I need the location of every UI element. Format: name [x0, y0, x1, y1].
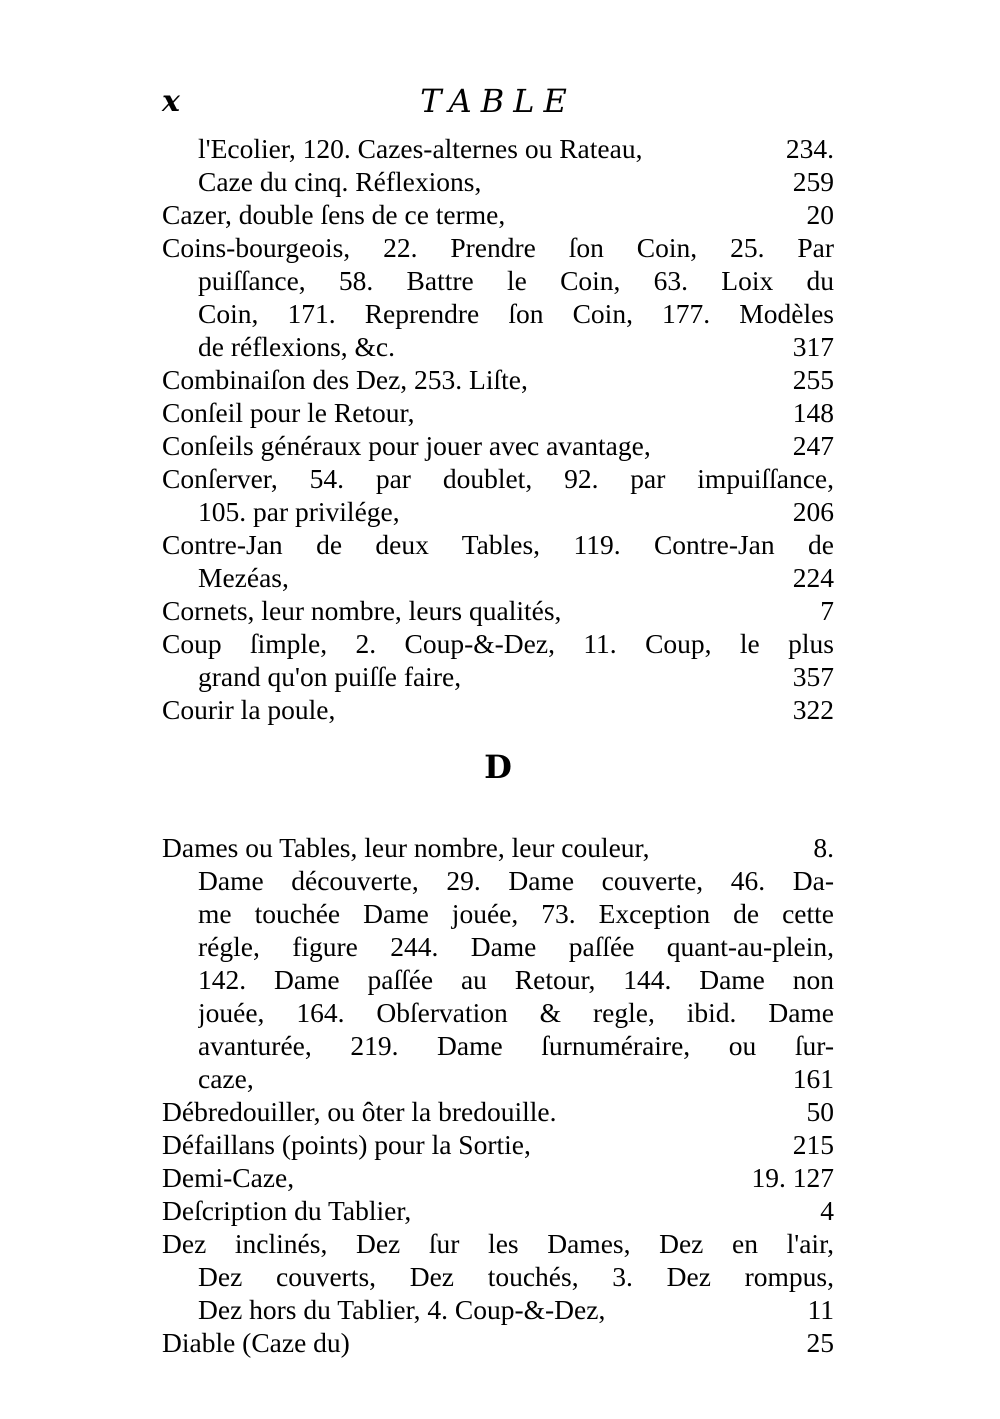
index-line: [162, 1227, 834, 1260]
index-page-ref: 20: [806, 199, 834, 230]
index-line: [162, 1062, 834, 1095]
index-line: [162, 897, 834, 930]
index-page-ref: 357: [792, 661, 834, 692]
index-page-ref: 4: [820, 1195, 834, 1226]
index-page-ref: 7: [820, 595, 834, 626]
index-line-text: Dame découverte, 29. Dame couverte, 46. Da-: [198, 865, 834, 896]
index-line-text: grand qu'on puiſſe faire,: [198, 661, 462, 692]
index-line-text: Conſeils généraux pour jouer avec avantage,: [162, 430, 651, 461]
index-line: [162, 693, 834, 726]
index-line-text: Dez inclinés, Dez ſur les Dames, Dez en l'air,: [162, 1228, 834, 1259]
index-line: [162, 165, 834, 198]
index-line-text: Diable (Caze du): [162, 1327, 350, 1358]
index-line-text: Dez couverts, Dez touchés, 3. Dez rompus,: [198, 1261, 834, 1292]
page-header: [162, 62, 834, 132]
index-line-text: Cornets, leur nombre, leurs qualités,: [162, 595, 562, 626]
index-line-text: Défaillans (points) pour la Sortie,: [162, 1129, 531, 1160]
index-line: [162, 1029, 834, 1062]
index-line-text: me touchée Dame jouée, 73. Exception de cette: [198, 898, 834, 929]
index-page-ref: 224: [792, 562, 834, 593]
index-line: [162, 831, 834, 864]
index-line: [162, 1326, 834, 1359]
index-page-ref: 259: [792, 166, 834, 197]
index-line: [162, 627, 834, 660]
index-line: [162, 363, 834, 396]
index-line: [162, 330, 834, 363]
index-line-text: Courir la poule,: [162, 694, 336, 725]
index-page-ref: 50: [806, 1096, 834, 1127]
index-line: [162, 1293, 834, 1326]
page-number: x: [162, 84, 180, 119]
index-line-text: Deſcription du Tablier,: [162, 1195, 412, 1226]
index-line-text: Coup ſimple, 2. Coup-&-Dez, 11. Coup, le plus: [162, 628, 834, 659]
index-line-text: Demi-Caze,: [162, 1162, 295, 1193]
index-section-c: [162, 132, 834, 726]
index-line: [162, 561, 834, 594]
index-page-ref: 206: [792, 496, 834, 527]
index-line-text: Mezéas,: [198, 562, 289, 593]
index-line-text: Coins-bourgeois, 22. Prendre ſon Coin, 25. Par: [162, 232, 834, 263]
index-page-ref: 11: [807, 1294, 834, 1325]
index-line: [162, 462, 834, 495]
index-line-text: caze,: [198, 1063, 254, 1094]
index-line-text: Dames ou Tables, leur nombre, leur couleur,: [162, 832, 650, 863]
index-page-ref: 19. 127: [751, 1162, 834, 1193]
index-line: [162, 864, 834, 897]
index-line-text: Dez hors du Tablier, 4. Coup-&-Dez,: [198, 1294, 606, 1325]
index-line: [162, 297, 834, 330]
index-line-text: Coin, 171. Reprendre ſon Coin, 177. Modèles: [198, 298, 834, 329]
index-line: [162, 528, 834, 561]
index-line-text: Caze du cinq. Réflexions,: [198, 166, 482, 197]
index-line-text: Conſerver, 54. par doublet, 92. par impuiſſance,: [162, 463, 834, 494]
index-line-text: Contre-Jan de deux Tables, 119. Contre-Jan de: [162, 529, 834, 560]
index-line-text: Conſeil pour le Retour,: [162, 397, 415, 428]
index-page-ref: 234.: [785, 133, 834, 164]
index-line: [162, 1260, 834, 1293]
index-page: [162, 62, 834, 1358]
index-line: [162, 963, 834, 996]
running-title: TABLE: [420, 82, 576, 120]
index-line-text: avanturée, 219. Dame ſurnuméraire, ou ſur-: [198, 1030, 834, 1061]
index-line-text: de réflexions, &c.: [198, 331, 396, 362]
index-line-text: jouée, 164. Obſervation & regle, ibid. Dame: [198, 997, 834, 1028]
index-page-ref: 255: [792, 364, 834, 395]
index-line: [162, 594, 834, 627]
index-page-ref: 215: [792, 1129, 834, 1160]
index-line: [162, 231, 834, 264]
index-line: [162, 495, 834, 528]
index-line-text: l'Ecolier, 120. Cazes-alternes ou Rateau,: [198, 133, 643, 164]
index-line: [162, 930, 834, 963]
index-line-text: 105. par privilége,: [198, 496, 400, 527]
index-page-ref: 148: [792, 397, 834, 428]
section-heading-d: D: [484, 748, 512, 786]
index-line-text: Combinaiſon des Dez, 253. Liſte,: [162, 364, 528, 395]
index-line: [162, 264, 834, 297]
index-line: [162, 429, 834, 462]
index-line: [162, 660, 834, 693]
index-line-text: Cazer, double ſens de ce terme,: [162, 199, 506, 230]
index-line-text: 142. Dame paſſée au Retour, 144. Dame non: [198, 964, 834, 995]
index-line: [162, 132, 834, 165]
index-line-text: Débredouiller, ou ôter la bredouille.: [162, 1096, 557, 1127]
index-line: [162, 1161, 834, 1194]
index-line: [162, 396, 834, 429]
index-page-ref: 317: [792, 331, 834, 362]
index-page-ref: 8.: [813, 832, 834, 863]
index-line-text: régle, figure 244. Dame paſſée quant-au-plein,: [198, 931, 834, 962]
index-line: [162, 996, 834, 1029]
index-line: [162, 1194, 834, 1227]
index-section-d: [162, 831, 834, 1359]
index-line-text: puiſſance, 58. Battre le Coin, 63. Loix du: [198, 265, 834, 296]
index-page-ref: 247: [792, 430, 834, 461]
index-line: [162, 1095, 834, 1128]
index-line: [162, 198, 834, 231]
index-page-ref: 322: [792, 694, 834, 725]
index-line: [162, 1128, 834, 1161]
index-page-ref: 25: [806, 1327, 834, 1358]
index-page-ref: 161: [792, 1063, 834, 1094]
